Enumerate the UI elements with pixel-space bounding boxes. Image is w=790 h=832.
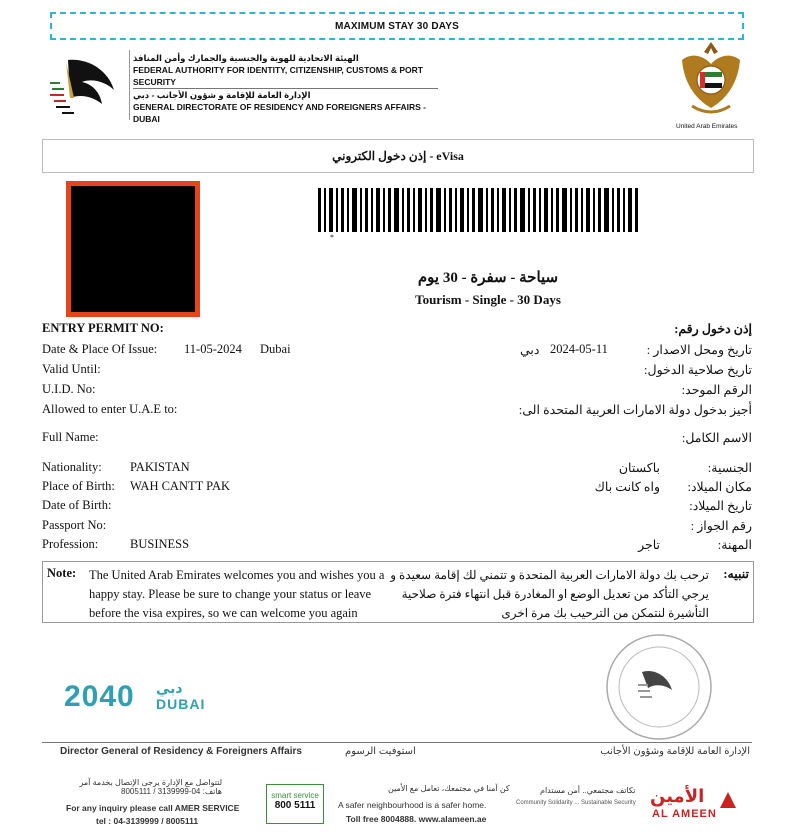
signature-line (42, 742, 752, 743)
dubai-ar: دبي (156, 680, 183, 696)
authority-heading (133, 52, 438, 125)
uid-label-ar: الرقم الموحد: (681, 383, 752, 397)
amer-en: For any inquiry please call AMER SERVICE (66, 803, 240, 813)
dubai-2040-logo: 2040 (64, 680, 135, 713)
directorate-ar: الإدارة العامة للإقامة وشؤون الأجانب (600, 746, 750, 757)
passport-label: Passport No: (42, 518, 107, 532)
issue-date-ar: 2024-05-11 (550, 342, 608, 356)
nationality-label: Nationality: (42, 460, 102, 474)
date-of-birth-label: Date of Birth: (42, 498, 112, 512)
dubai-en: DUBAI (156, 696, 206, 712)
barcode-star: * (330, 233, 334, 242)
authority-en-2: GENERAL DIRECTORATE OF RESIDENCY AND FOREIGNERS AFFAIRS - DUBAI (133, 102, 426, 124)
authority-en-1: FEDERAL AUTHORITY FOR IDENTITY, CITIZENSHIP, CUSTOMS & PORT SECURITY (133, 65, 423, 87)
community-en: Community Solidarity ... Sustainable Security (516, 800, 636, 806)
barcode (318, 188, 638, 232)
amer-tel: tel : 04-3139999 / 8005111 (96, 816, 199, 826)
smart-service-number: 800 5111 (274, 800, 316, 811)
al-ameen-logo-en: AL AMEEN (652, 808, 717, 820)
entry-permit-label-ar: إذن دخول رقم: (674, 322, 752, 336)
uae-emblem-icon (678, 38, 744, 120)
note-label: Note: (47, 566, 77, 580)
note-label-ar: تنبيه: (723, 567, 749, 581)
safer-ar: كن آمنا في مجتمعك، تعامل مع الأمين (388, 784, 510, 793)
issue-label: Date & Place Of Issue: (42, 342, 158, 356)
profession-value: BUSINESS (130, 537, 190, 551)
evisa-title: إذن دخول الكتروني - eVisa (42, 139, 754, 173)
issue-date: 11-05-2024 (184, 342, 242, 356)
entry-permit-label: ENTRY PERMIT NO: (42, 321, 164, 335)
note-text-en: The United Arab Emirates welcomes you and wishes you a happy stay. Please be sure to change your status or leave before the visa expires, so we can welcome you again (89, 568, 385, 620)
valid-until-label: Valid Until: (42, 362, 101, 376)
nationality-value-ar: باكستان (618, 461, 660, 475)
director-signature-en: Director General of Residency & Foreigners Affairs (60, 746, 302, 757)
issue-place-ar: دبي (520, 343, 540, 357)
amer-ar: لتتواصل مع الإدارة يرجى الإتصال بخدمة آمر هاتف: 04-3139999 / 8005111 (79, 778, 222, 796)
fees-paid-ar: استوفيت الرسوم (345, 746, 416, 757)
al-ameen-hand-icon (716, 788, 740, 812)
official-stamp (604, 632, 714, 742)
issue-place: Dubai (260, 342, 291, 356)
place-of-birth-label: Place of Birth: (42, 479, 115, 493)
profession-label-ar: المهنة: (717, 538, 752, 552)
safer-toll: Toll free 8004888. www.alameen.ae (346, 814, 487, 824)
community-ar: تكاتف مجتمعي.. أمن مستدام (540, 786, 636, 795)
note-text-ar: ترحب بك دولة الامارات العربية المتحدة و تتمني لك إقامة سعيدة و يرجي التأكد من تعديل الوضع او المغادرة قبل انتهاء فترة صلاحية التأشيرة لنتمكن من الترحيب بك مرة اخرى (390, 568, 709, 620)
place-of-birth-value-ar: واه كانت باك (594, 480, 660, 494)
safer-en: A safer neighbourhood is a safer home. (338, 800, 487, 810)
profession-label: Profession: (42, 537, 99, 551)
uae-caption: United Arab Emirates (676, 123, 738, 130)
authority-ar-2: الإدارة العامة للإقامة و شؤون الأجانب - دبي (133, 88, 438, 101)
place-of-birth-value: WAH CANTT PAK (130, 479, 231, 493)
max-stay-banner: MAXIMUM STAY 30 DAYS (50, 12, 744, 40)
smart-service-label: smart service (271, 791, 319, 800)
nationality-value: PAKISTAN (130, 460, 190, 474)
visa-type-en: Tourism - Single - 30 Days (415, 292, 561, 307)
allowed-label-ar: أجيز بدخول دولة الامارات العربية المتحدة الى: (518, 403, 752, 417)
divider (129, 50, 130, 120)
allowed-label: Allowed to enter U.A.E to: (42, 402, 178, 416)
federal-authority-falcon-logo (48, 52, 126, 122)
visa-type-ar: سياحة - سفرة - 30 يوم (417, 270, 559, 286)
note-box (42, 561, 754, 623)
authority-ar-1: الهيئة الاتحادية للهوية والجنسية والجمارك وأمن المنافذ (133, 53, 359, 63)
passport-label-ar: رقم الجواز : (690, 519, 752, 533)
place-of-birth-label-ar: مكان الميلاد: (687, 480, 752, 494)
smart-service-badge (266, 784, 324, 824)
applicant-photo (66, 181, 200, 317)
al-ameen-logo-ar: الأمين (650, 786, 705, 806)
issue-label-ar: تاريخ ومحل الاصدار : (646, 343, 752, 357)
profession-value-ar: تاجر (638, 538, 660, 552)
full-name-label: Full Name: (42, 430, 99, 444)
date-of-birth-label-ar: تاريخ الميلاد: (689, 499, 752, 513)
full-name-label-ar: الاسم الكامل: (681, 431, 752, 445)
uid-label: U.I.D. No: (42, 382, 96, 396)
valid-until-label-ar: تاريخ صلاحية الدخول: (644, 363, 752, 377)
nationality-label-ar: الجنسية: (707, 461, 752, 475)
